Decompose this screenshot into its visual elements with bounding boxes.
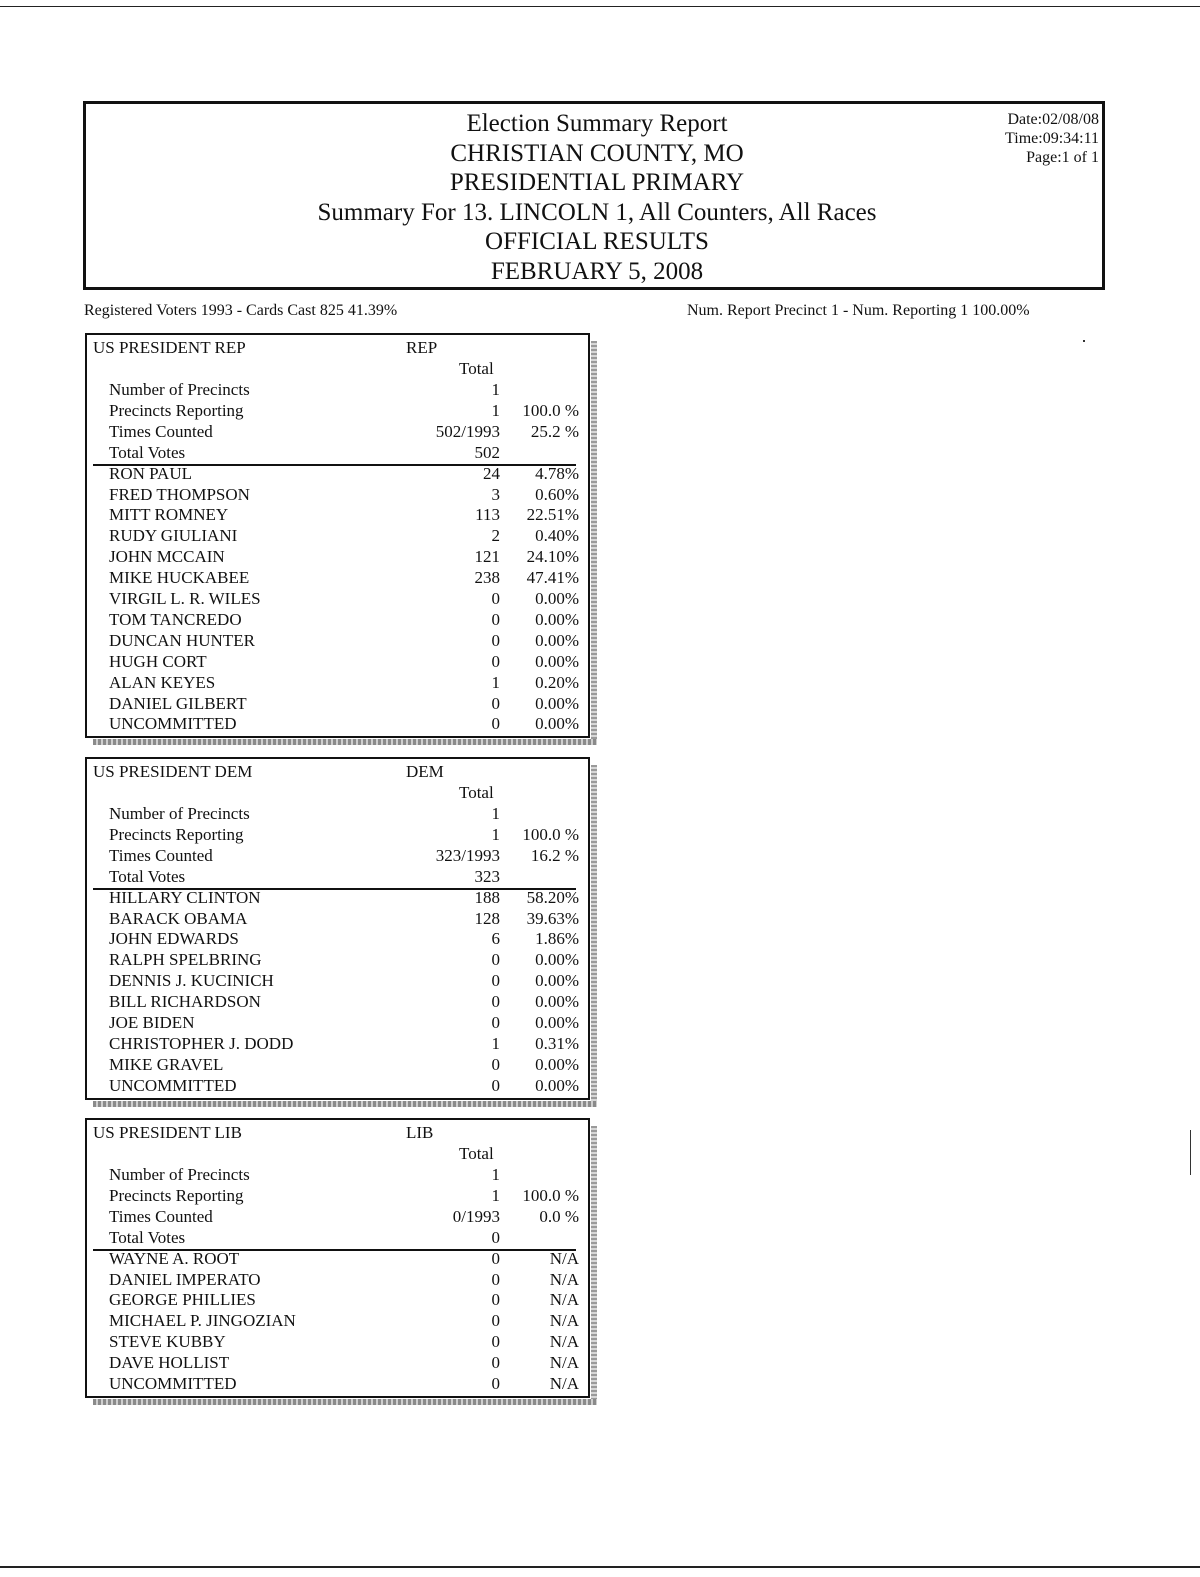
- candidate-row: [87, 928, 588, 949]
- stat-row: [87, 1206, 588, 1227]
- stat-row: [87, 845, 588, 866]
- stray-mark: [1083, 340, 1085, 342]
- stat-label: Times Counted: [109, 1206, 213, 1226]
- stat-percent: 100.0 %: [522, 824, 579, 844]
- candidate-row: [87, 609, 588, 630]
- candidate-value: 0: [491, 1075, 500, 1095]
- candidate-value: 0: [491, 1013, 500, 1032]
- candidate-row: [87, 1033, 588, 1054]
- stat-value: 1: [491, 400, 500, 420]
- race-title: US PRESIDENT LIB: [93, 1123, 242, 1142]
- candidate-label: RON PAUL: [109, 463, 192, 483]
- candidate-value: 238: [474, 568, 500, 588]
- candidate-value: 0: [491, 630, 500, 650]
- summary-scope: Summary For 13. LINCOLN 1, All Counters, All Races: [317, 198, 877, 226]
- precinct-reporting-summary: Num. Report Precinct 1 - Num. Reporting 1 100.00%: [687, 302, 1030, 319]
- candidate-row: [87, 504, 588, 525]
- candidate-percent: N/A: [549, 1332, 579, 1352]
- candidate-percent: N/A: [549, 1311, 579, 1331]
- candidate-percent: 0.20%: [535, 672, 579, 692]
- election-date: FEBRUARY 5, 2008: [490, 257, 704, 285]
- candidate-percent: N/A: [549, 1374, 579, 1393]
- total-column-header: Total: [459, 359, 494, 378]
- candidate-value: 121: [474, 547, 500, 567]
- candidate-label: RALPH SPELBRING: [109, 950, 262, 970]
- candidate-percent: 0.60%: [535, 484, 579, 504]
- candidate-percent: 0.00%: [535, 1054, 579, 1074]
- report-title: Election Summary Report: [466, 110, 728, 137]
- scan-edge-top: [0, 6, 1200, 7]
- stat-row: [87, 824, 588, 845]
- candidate-label: WAYNE A. ROOT: [109, 1248, 240, 1268]
- stat-percent: 100.0 %: [522, 400, 579, 420]
- stat-label: Total Votes: [109, 1227, 186, 1247]
- stat-value: 323/1993: [435, 845, 500, 865]
- candidate-value: 0: [491, 1311, 500, 1331]
- box-shadow-right: [591, 765, 597, 1107]
- candidate-label: MIKE HUCKABEE: [109, 568, 250, 588]
- candidate-label: UNCOMMITTED: [109, 1374, 237, 1393]
- candidate-percent: 4.78%: [535, 463, 579, 483]
- candidate-row: [87, 463, 588, 484]
- candidate-percent: 47.41%: [526, 568, 579, 588]
- race-table: [85, 1118, 590, 1398]
- candidate-value: 1: [491, 1033, 500, 1053]
- total-column-header: Total: [459, 1144, 494, 1163]
- candidate-percent: 0.31%: [535, 1033, 579, 1053]
- candidate-label: HUGH CORT: [109, 651, 207, 671]
- candidate-label: MIKE GRAVEL: [109, 1054, 224, 1074]
- candidate-percent: N/A: [549, 1290, 579, 1310]
- candidate-row: [87, 1331, 588, 1352]
- candidate-percent: 22.51%: [526, 505, 579, 525]
- stat-label: Number of Precincts: [109, 1165, 250, 1184]
- candidate-percent: 0.00%: [535, 971, 579, 991]
- candidate-label: ALAN KEYES: [109, 672, 216, 692]
- election-name: PRESIDENTIAL PRIMARY: [449, 169, 745, 196]
- report-meta: [1005, 110, 1099, 167]
- stat-value: 1: [491, 1185, 500, 1205]
- candidate-label: GEORGE PHILLIES: [109, 1290, 256, 1310]
- stat-label: Precincts Reporting: [109, 400, 244, 420]
- candidate-row: [87, 887, 588, 908]
- candidate-label: VIRGIL L. R. WILES: [109, 589, 261, 608]
- candidate-label: DAVE HOLLIST: [109, 1353, 230, 1373]
- race-title: US PRESIDENT REP: [93, 338, 246, 357]
- race-party: REP: [406, 338, 438, 357]
- candidate-percent: 0.00%: [535, 1013, 579, 1032]
- county-name: CHRISTIAN COUNTY, MO: [450, 139, 744, 167]
- candidate-percent: 0.00%: [535, 1075, 579, 1095]
- stat-row: [87, 803, 588, 824]
- registered-voters-summary: Registered Voters 1993 - Cards Cast 825 41.39%: [84, 302, 398, 319]
- race-party: DEM: [406, 762, 444, 781]
- candidate-value: 0: [491, 1332, 500, 1352]
- candidate-label: HILLARY CLINTON: [109, 887, 261, 907]
- candidate-value: 0: [491, 714, 500, 734]
- candidate-label: CHRISTOPHER J. DODD: [109, 1033, 294, 1053]
- candidate-value: 0: [491, 1248, 500, 1268]
- candidate-row: [87, 1310, 588, 1331]
- report-header: [83, 101, 1105, 290]
- candidate-percent: 0.00%: [535, 589, 579, 608]
- candidate-row: [87, 567, 588, 588]
- candidate-row: [87, 546, 588, 567]
- candidate-row: [87, 1289, 588, 1310]
- candidate-label: DENNIS J. KUCINICH: [109, 971, 274, 991]
- candidate-value: 0: [491, 693, 500, 713]
- candidate-row: [87, 1269, 588, 1290]
- stat-value: 1: [491, 1165, 500, 1184]
- box-shadow-bottom: [93, 739, 597, 745]
- candidate-percent: 0.00%: [535, 651, 579, 671]
- candidate-label: RUDY GIULIANI: [109, 526, 238, 546]
- candidate-label: MICHAEL P. JINGOZIAN: [109, 1311, 296, 1331]
- stat-percent: 25.2 %: [530, 421, 579, 441]
- candidate-percent: 39.63%: [526, 908, 579, 928]
- candidate-row: [87, 693, 588, 714]
- candidate-value: 2: [491, 526, 500, 546]
- candidate-value: 188: [474, 887, 500, 907]
- stat-label: Precincts Reporting: [109, 1185, 244, 1205]
- candidate-value: 0: [491, 971, 500, 991]
- candidate-percent: 0.00%: [535, 992, 579, 1012]
- stat-row: [87, 866, 588, 887]
- stat-value: 502/1993: [435, 421, 500, 441]
- candidate-label: TOM TANCREDO: [109, 609, 242, 629]
- candidate-percent: N/A: [549, 1248, 579, 1268]
- candidate-percent: 0.00%: [535, 609, 579, 629]
- candidate-percent: 0.40%: [535, 526, 579, 546]
- stat-row: [87, 400, 588, 421]
- candidate-percent: 58.20%: [526, 887, 579, 907]
- candidate-label: JOE BIDEN: [109, 1013, 195, 1032]
- scan-edge-mark: [1190, 1130, 1191, 1175]
- race-table: [85, 333, 590, 738]
- candidate-row: [87, 588, 588, 609]
- stat-value: 323: [474, 866, 500, 886]
- box-shadow-bottom: [93, 1399, 597, 1405]
- results-status: OFFICIAL RESULTS: [485, 228, 709, 255]
- candidate-value: 0: [491, 609, 500, 629]
- candidate-percent: 0.00%: [535, 693, 579, 713]
- stat-label: Total Votes: [109, 442, 186, 462]
- candidate-row: [87, 1054, 588, 1075]
- stat-label: Number of Precincts: [109, 804, 250, 823]
- candidate-value: 0: [491, 1269, 500, 1289]
- candidate-value: 0: [491, 1054, 500, 1074]
- candidate-row: [87, 1352, 588, 1373]
- race-title: US PRESIDENT DEM: [93, 762, 253, 781]
- candidate-value: 0: [491, 992, 500, 1012]
- candidate-row: [87, 651, 588, 672]
- report-time: Time:09:34:11: [1005, 130, 1099, 147]
- candidate-row: [87, 1248, 588, 1269]
- candidate-percent: 0.00%: [535, 714, 579, 734]
- candidate-percent: 1.86%: [535, 929, 579, 949]
- candidate-label: DANIEL IMPERATO: [109, 1269, 261, 1289]
- candidate-value: 3: [491, 484, 500, 504]
- candidate-label: JOHN EDWARDS: [109, 929, 239, 949]
- stat-row: [87, 1227, 588, 1248]
- candidate-label: UNCOMMITTED: [109, 714, 237, 734]
- stat-row: [87, 1164, 588, 1185]
- stat-row: [87, 379, 588, 400]
- stat-label: Total Votes: [109, 866, 186, 886]
- race-table: [85, 757, 590, 1100]
- candidate-row: [87, 484, 588, 505]
- candidate-value: 0: [491, 1374, 500, 1393]
- stat-value: 1: [491, 380, 500, 399]
- stat-label: Number of Precincts: [109, 380, 250, 399]
- stat-percent: 0.0 %: [539, 1206, 579, 1226]
- candidate-value: 0: [491, 950, 500, 970]
- candidate-row: [87, 908, 588, 929]
- stat-value: 1: [491, 804, 500, 823]
- race-party: LIB: [406, 1123, 434, 1142]
- candidate-value: 0: [491, 589, 500, 608]
- candidate-row: [87, 630, 588, 651]
- scan-edge-bottom: [0, 1566, 1200, 1568]
- candidate-percent: N/A: [549, 1269, 579, 1289]
- candidate-label: MITT ROMNEY: [109, 505, 229, 525]
- candidate-label: JOHN MCCAIN: [109, 547, 225, 567]
- candidate-percent: 0.00%: [535, 950, 579, 970]
- stat-row: [87, 442, 588, 463]
- candidate-value: 24: [483, 463, 500, 483]
- candidate-percent: 24.10%: [526, 547, 579, 567]
- stat-label: Precincts Reporting: [109, 824, 244, 844]
- candidate-value: 128: [474, 908, 500, 928]
- stat-label: Times Counted: [109, 845, 213, 865]
- stat-value: 0/1993: [452, 1206, 500, 1226]
- stat-row: [87, 421, 588, 442]
- candidate-label: FRED THOMPSON: [109, 484, 250, 504]
- report-page: Page:1 of 1: [1026, 149, 1099, 166]
- candidate-row: [87, 525, 588, 546]
- box-shadow-bottom: [93, 1101, 597, 1107]
- report-title-block: [86, 109, 1108, 286]
- candidate-value: 113: [475, 505, 500, 525]
- candidate-row: [87, 1075, 588, 1096]
- candidate-percent: 0.00%: [535, 630, 579, 650]
- candidate-label: BARACK OBAMA: [109, 908, 248, 928]
- stat-row: [87, 1185, 588, 1206]
- stat-label: Times Counted: [109, 421, 213, 441]
- stat-value: 502: [474, 442, 500, 462]
- candidate-value: 1: [491, 672, 500, 692]
- candidate-value: 0: [491, 1290, 500, 1310]
- candidate-value: 6: [491, 929, 500, 949]
- candidate-row: [87, 1012, 588, 1033]
- candidate-row: [87, 1373, 588, 1394]
- candidate-label: BILL RICHARDSON: [109, 992, 261, 1012]
- total-column-header: Total: [459, 783, 494, 802]
- stat-value: 0: [491, 1227, 500, 1247]
- candidate-label: STEVE KUBBY: [109, 1332, 226, 1352]
- candidate-value: 0: [491, 1353, 500, 1373]
- candidate-row: [87, 949, 588, 970]
- candidate-value: 0: [491, 651, 500, 671]
- stat-percent: 16.2 %: [530, 845, 579, 865]
- stat-value: 1: [491, 824, 500, 844]
- stat-percent: 100.0 %: [522, 1185, 579, 1205]
- box-shadow-right: [591, 341, 597, 745]
- candidate-label: DANIEL GILBERT: [109, 693, 247, 713]
- candidate-label: UNCOMMITTED: [109, 1075, 237, 1095]
- candidate-label: DUNCAN HUNTER: [109, 630, 255, 650]
- report-date: Date:02/08/08: [1007, 111, 1099, 128]
- candidate-row: [87, 672, 588, 693]
- box-shadow-right: [591, 1126, 597, 1405]
- candidate-percent: N/A: [549, 1353, 579, 1373]
- candidate-row: [87, 970, 588, 991]
- candidate-row: [87, 713, 588, 734]
- candidate-row: [87, 991, 588, 1012]
